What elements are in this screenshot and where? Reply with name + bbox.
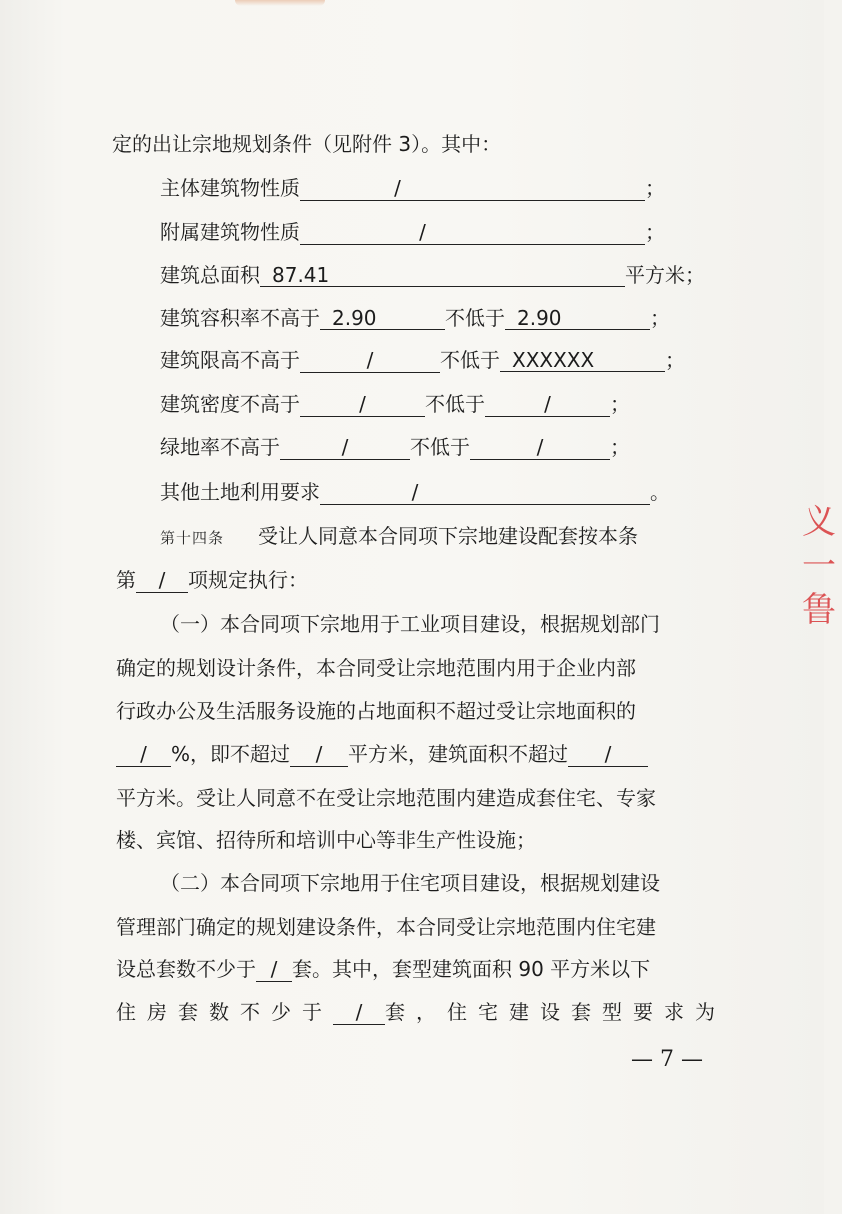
clause-1-line-5: 平方米。受让人同意不在受让宗地范围内建造成套住宅、专家: [116, 786, 656, 810]
fill-blank: /: [320, 480, 650, 505]
fill-blank: /: [300, 392, 425, 417]
fill-blank: /: [300, 220, 645, 245]
field-height-limit: 建筑限高不高于 / 不低于 XXXXXX ；: [160, 348, 685, 372]
fill-blank: /: [136, 568, 188, 593]
clause-2-line-1: （二）本合同项下宗地用于住宅项目建设，根据规划建设: [160, 871, 660, 895]
fill-blank: /: [333, 1000, 385, 1025]
red-seal-stamp: 义 一 鲁: [802, 502, 836, 630]
fill-blank: /: [300, 176, 645, 201]
fill-blank: /: [300, 348, 440, 373]
field-other-land-use: 其他土地利用要求 / 。: [160, 480, 670, 504]
clause-1-line-6: 楼、宾馆、招待所和培训中心等非生产性设施；: [116, 828, 536, 852]
clause-2-line-2: 管理部门确定的规划建设条件，本合同受让宗地范围内住宅建: [116, 915, 656, 939]
page-number: — 7 —: [631, 1047, 703, 1072]
field-green-ratio: 绿地率不高于 / 不低于 / ；: [160, 435, 630, 459]
article-14-continuation: 第 / 项规定执行：: [116, 568, 308, 592]
fill-blank: /: [470, 435, 610, 460]
fill-blank: /: [116, 742, 171, 767]
clause-1-line-3: 行政办公及生活服务设施的占地面积不超过受让宗地面积的: [116, 699, 636, 723]
article-number-handwritten: 第十四条: [160, 529, 225, 547]
fill-blank: /: [568, 742, 648, 767]
article-14-heading: 第十四条 受让人同意本合同项下宗地建设配套按本条: [160, 524, 639, 548]
fill-blank: 87.41: [260, 263, 625, 287]
field-plot-ratio: 建筑容积率不高于 2.90 不低于 2.90 ；: [160, 306, 670, 330]
fill-blank: /: [485, 392, 610, 417]
field-total-floor-area: 建筑总面积 87.41 平方米；: [160, 263, 705, 287]
field-ancillary-building-nature: 附属建筑物性质 / ；: [160, 220, 665, 244]
fill-blank: /: [256, 957, 292, 982]
field-label: 附属建筑物性质: [160, 220, 300, 244]
clause-1-line-2: 确定的规划设计条件，本合同受让宗地范围内用于企业内部: [116, 656, 636, 680]
clause-1-line-1: （一）本合同项下宗地用于工业项目建设，根据规划部门: [160, 612, 660, 636]
field-main-building-nature: 主体建筑物性质 / ；: [160, 176, 665, 200]
line-1: 定的出让宗地规划条件（见附件 3）。其中：: [112, 132, 502, 156]
field-building-density: 建筑密度不高于 / 不低于 / ；: [160, 392, 630, 416]
clause-2-line-3: 设总套数不少于 / 套。其中，套型建筑面积 90 平方米以下: [116, 957, 651, 981]
clause-2-line-4: 住房套数不少于 / 套，住宅建设套型要求为: [116, 1000, 726, 1024]
fill-blank: 2.90: [505, 306, 650, 330]
fill-blank: /: [290, 742, 348, 767]
fill-blank: 2.90: [320, 306, 445, 330]
clause-1-line-4: / %，即不超过 / 平方米，建筑面积不超过 /: [116, 740, 648, 768]
fill-blank: XXXXXX: [500, 348, 665, 372]
fill-blank: /: [280, 435, 410, 460]
paper-stain: [235, 0, 325, 6]
field-label: 主体建筑物性质: [160, 176, 300, 200]
